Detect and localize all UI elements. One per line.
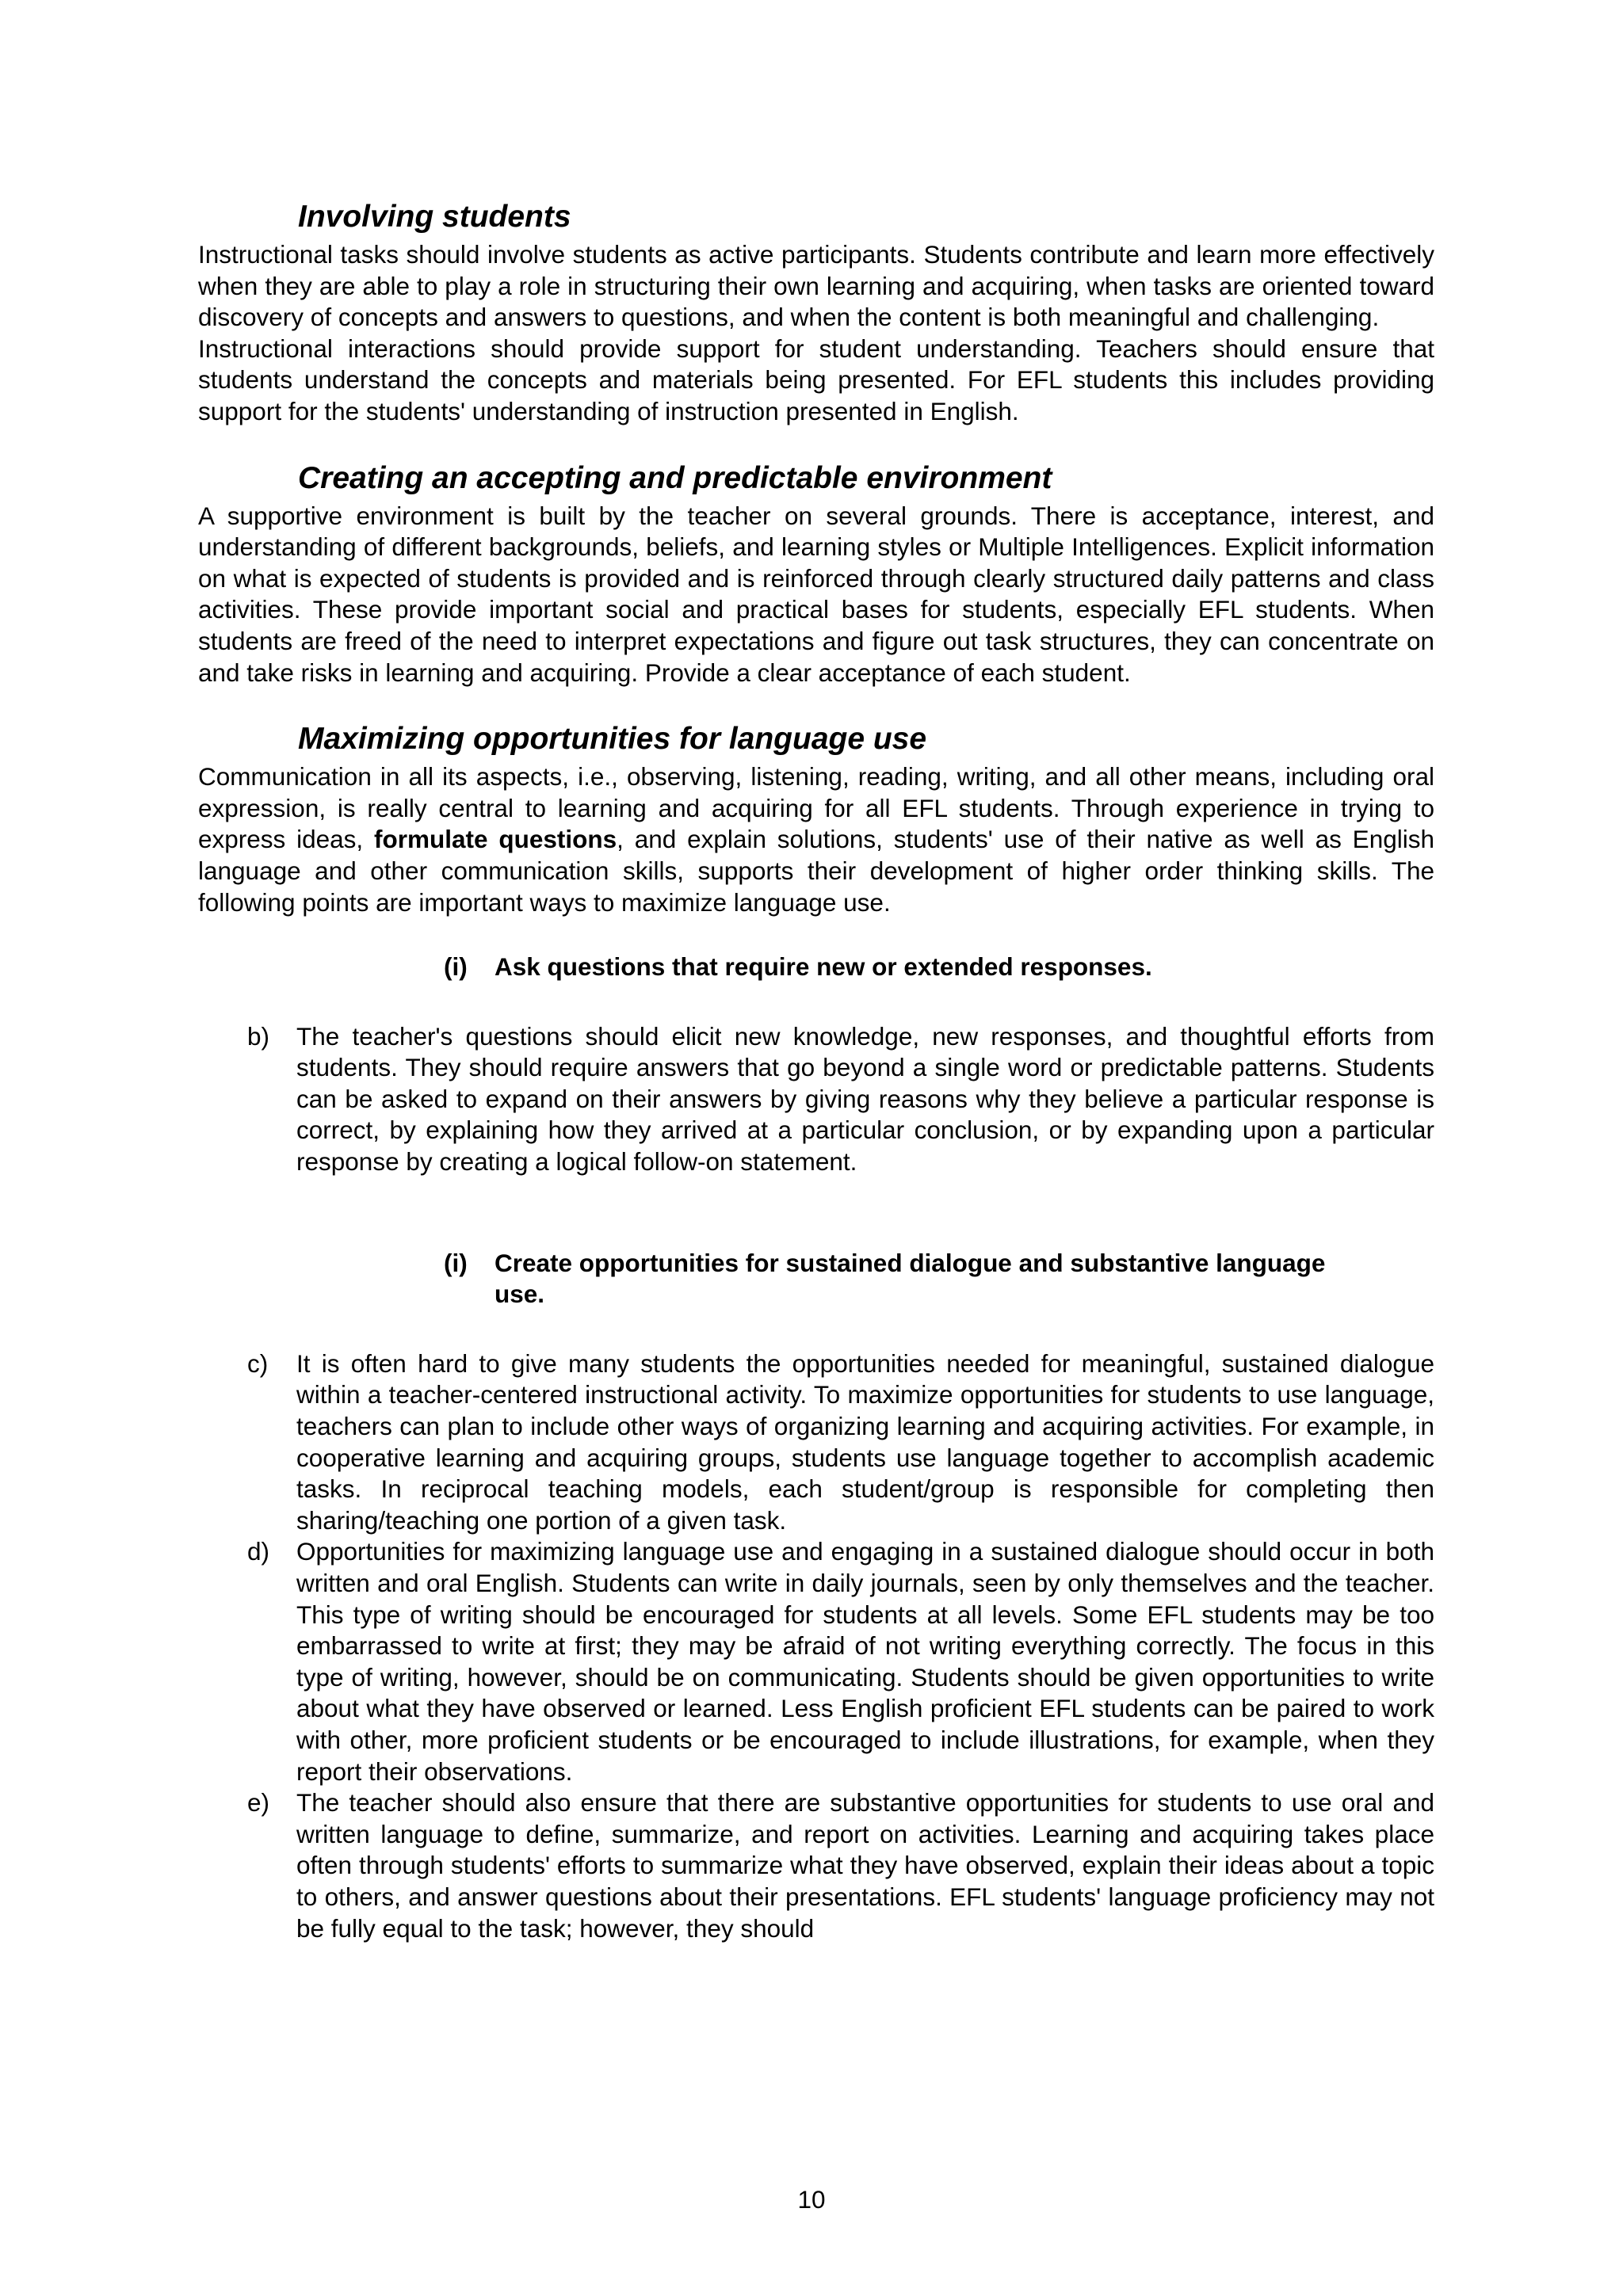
list-item-text: Opportunities for maximizing language use and engaging in a sustained dialogue should occur in both written and oral English. Students can write in daily journals, seen by only themselves and the teacher. This type of writing should be encouraged for students at all levels. Some EFL students may be too embarrassed to write at first; they may be afraid of not writing everything correctly. The focus in this type of writing, however, should be on communicating. Students should be given opportunities to write about what they have observed or learned. Less English proficient EFL students can be paired to work with other, more proficient students or be encouraged to include illustrations, for example, when they report their observations.	[296, 1537, 1434, 1786]
list-marker: e)	[247, 1788, 270, 1817]
page-number: 10	[797, 2185, 826, 2214]
section-heading-language-use: Maximizing opportunities for language use	[298, 722, 927, 757]
subsection-title: Ask questions that require new or extended responses.	[495, 952, 1152, 982]
paragraph-communication	[198, 761, 1434, 918]
list-marker: b)	[247, 1021, 270, 1051]
paragraph-instructional-interactions: Instructional interactions should provide support for student understanding. Teachers should ensure that students understand the concepts and materials being presented. For EFL students this includes providing support for the students' understanding of instruction presented in English.	[198, 334, 1434, 425]
document-page	[198, 195, 1434, 1944]
subsection-title: Create opportunities for sustained dialogue and substantive language use.	[495, 1248, 1326, 1309]
list-marker: c)	[247, 1348, 269, 1378]
subsection-number: (i)	[444, 952, 468, 982]
list-item-text: It is often hard to give many students the opportunities needed for meaningful, sustained dialogue within a teacher-centered instructional activity. To maximize opportunities for students to use language, teachers can plan to include other ways of organizing learning and acquiring activities. For example, in cooperative learning and acquiring groups, students use language together to accomplish academic tasks. In reciprocal teaching models, each student/group is responsible for completing then sharing/teaching one portion of a given task.	[296, 1348, 1434, 1535]
list-item-e	[198, 1787, 1434, 1944]
communication-text-end: , and explain solutions, students' use of their native as well as English language and other communication skills, supports their development of higher order thinking skills. The following points are important ways to maximize language use.	[198, 825, 1434, 917]
list-marker: d)	[247, 1537, 270, 1566]
subsection-heading-ask-questions	[444, 952, 1363, 983]
list-item-d	[198, 1536, 1434, 1787]
section-heading-involving-students: Involving students	[298, 200, 571, 234]
subsection-heading-sustained-dialogue	[444, 1248, 1363, 1310]
list-item-b	[198, 1021, 1434, 1178]
paragraph-supportive-environment: A supportive environment is built by the teacher on several grounds. There is acceptance, interest, and understanding of different backgrounds, beliefs, and learning styles or Multiple Intelligences. Explicit information on what is expected of students is provided and is reinforced through clearly structured daily patterns and class activities. These provide important social and practical bases for students, especially EFL students. When students are freed of the need to interpret expectations and figure out task structures, they can concentrate on and take risks in learning and acquiring. Provide a clear acceptance of each student.	[198, 501, 1434, 687]
list-item-c	[198, 1348, 1434, 1537]
section-heading-accepting-environment: Creating an accepting and predictable environment	[298, 460, 1052, 495]
paragraph-instructional-tasks: Instructional tasks should involve students as active participants. Students contribute and learn more effectively when they are able to play a role in structuring their own learning and acquiring, when tasks are oriented toward discovery of concepts and answers to questions, and when the content is both meaningful and challenging.	[198, 240, 1434, 332]
communication-text-start: Communication in all its aspects, i.e., observing, listening, reading, writing, and all other means, including oral expression, is really central to learning and acquiring for all EFL students. Through experience in trying to express ideas,	[198, 762, 1434, 854]
formulate-questions-bold: formulate questions	[374, 825, 617, 854]
subsection-number: (i)	[444, 1248, 468, 1277]
list-item-text: The teacher's questions should elicit new knowledge, new responses, and thoughtful efforts from students. They should require answers that go beyond a single word or predictable patterns. Students can be asked to expand on their answers by giving reasons why they believe a particular response is correct, by explaining how they arrived at a particular conclusion, or by expanding upon a particular response by creating a logical follow-on statement.	[296, 1021, 1434, 1177]
list-item-text: The teacher should also ensure that there are substantive opportunities for students to use oral and written language to define, summarize, and report on activities. Learning and acquiring takes place often through students' efforts to summarize what they have observed, explain their ideas about a topic to others, and answer questions about their presentations. EFL students' language proficiency may not be fully equal to the task; however, they should	[296, 1788, 1434, 1943]
